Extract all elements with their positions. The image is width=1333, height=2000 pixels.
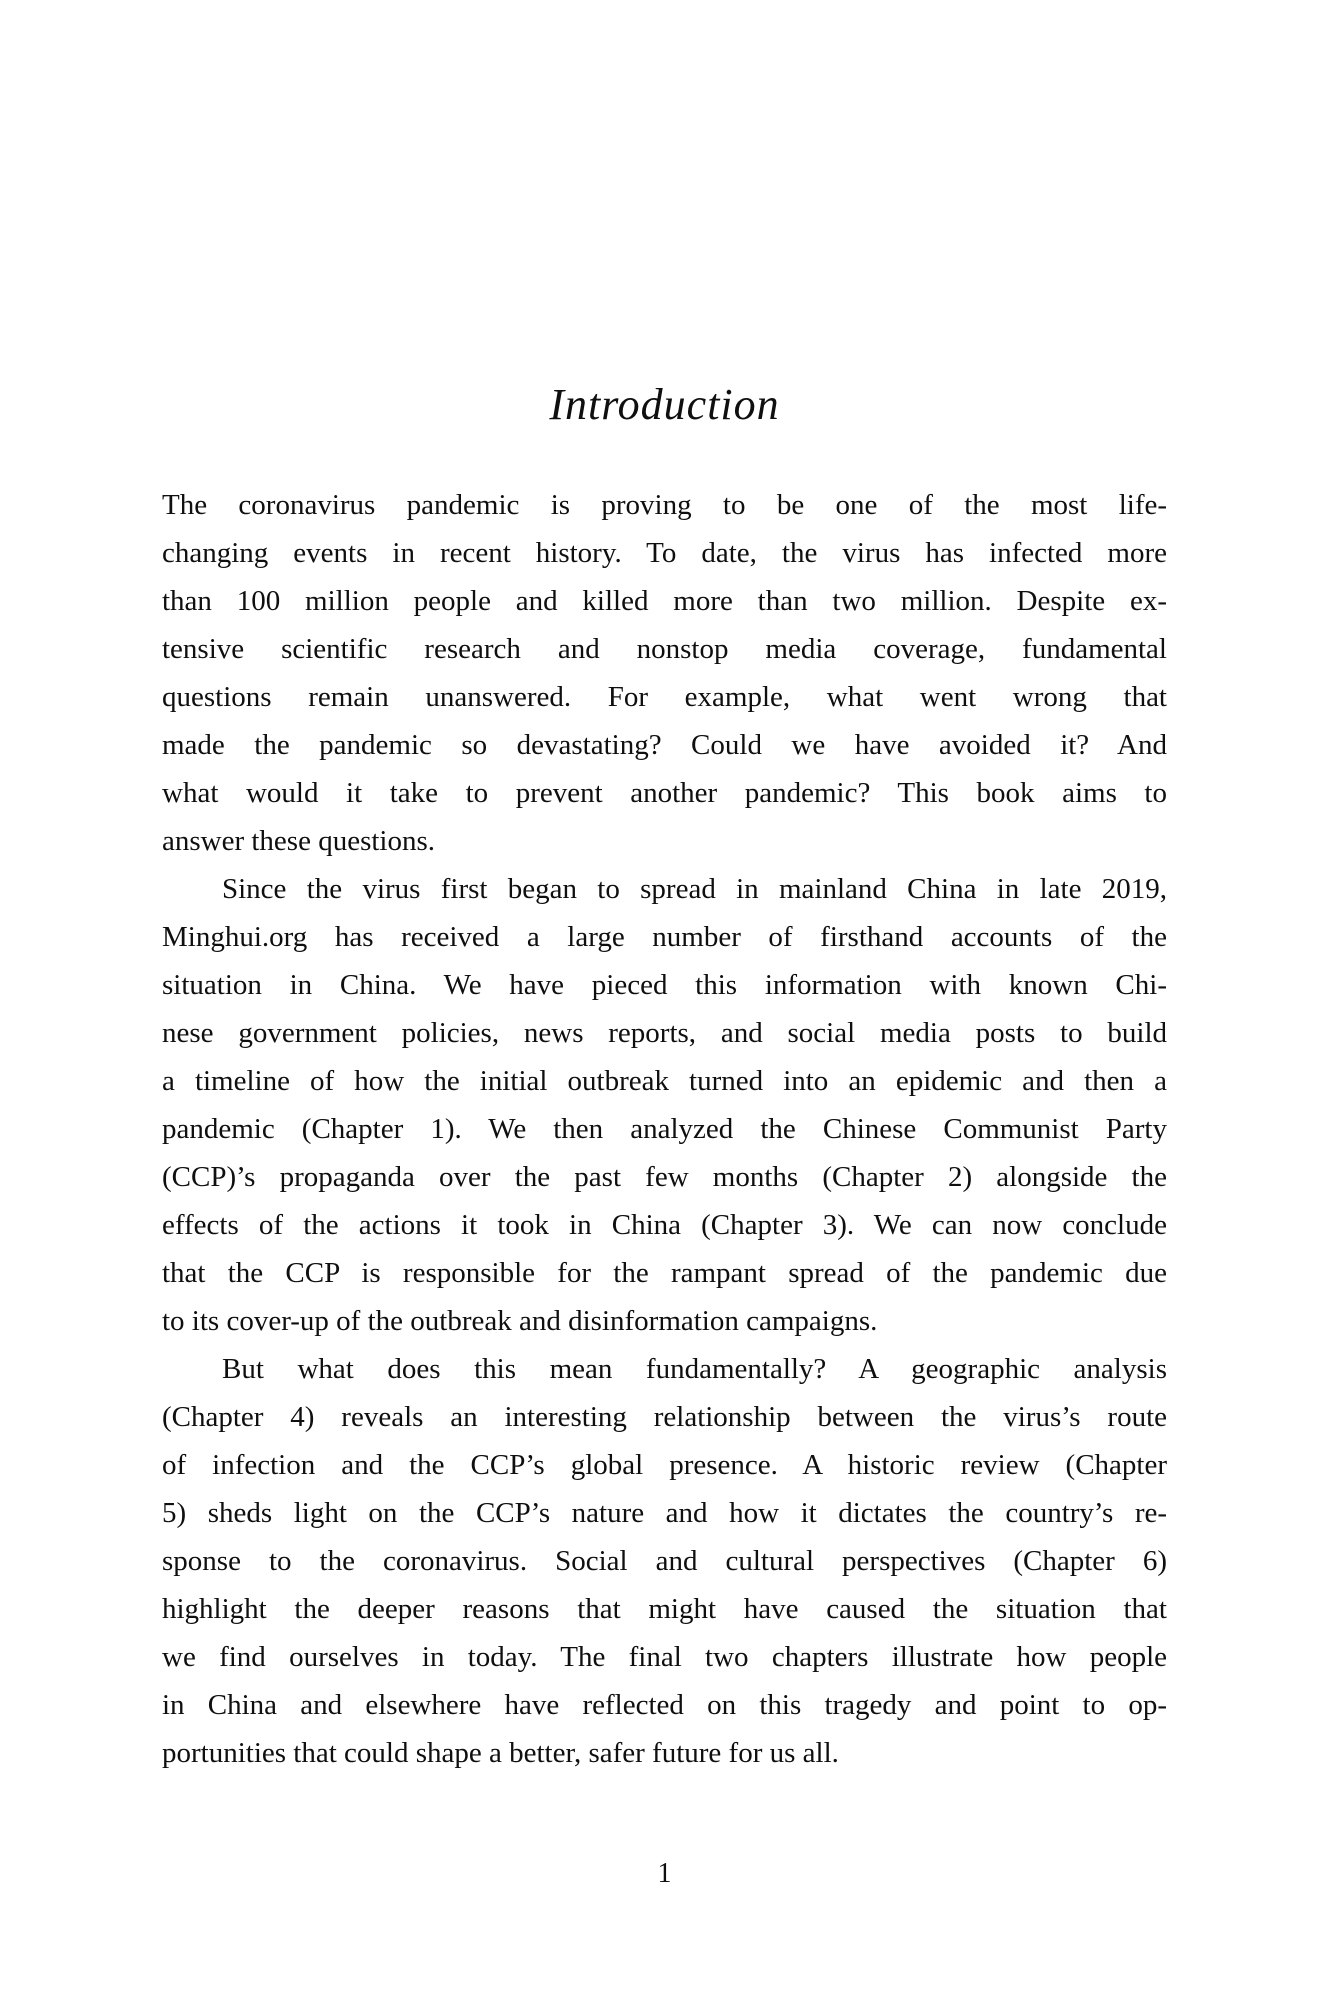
paragraph [162,481,1167,865]
text-line: Since the virus first began to spread in mainland China in late 2019, [222,873,1167,905]
text-line: But what does this mean fundamentally? A geographic analysis [222,1353,1167,1385]
text-line: made the pandemic so devastating? Could we have avoided it? And [162,729,1167,761]
text-line: highlight the deeper reasons that might have caused the situation that [162,1593,1167,1625]
text-line: portunities that could shape a better, safer future for us all. [162,1737,839,1769]
text-line: (CCP)’s propaganda over the past few months (Chapter 2) alongside the [162,1161,1167,1193]
text-line: effects of the actions it took in China (Chapter 3). We can now conclude [162,1209,1167,1241]
text-line: a timeline of how the initial outbreak turned into an epidemic and then a [162,1065,1167,1097]
text-line: sponse to the coronavirus. Social and cultural perspectives (Chapter 6) [162,1545,1167,1577]
text-line: (Chapter 4) reveals an interesting relationship between the virus’s route [162,1401,1167,1433]
text-line: pandemic (Chapter 1). We then analyzed the Chinese Communist Party [162,1113,1167,1145]
page-number: 1 [657,1858,672,1889]
text-line: The coronavirus pandemic is proving to be one of the most life- [162,489,1167,521]
text-line: questions remain unanswered. For example, what went wrong that [162,681,1167,713]
text-line: we find ourselves in today. The final two chapters illustrate how people [162,1641,1167,1673]
text-line: of infection and the CCP’s global presence. A historic review (Chapter [162,1449,1167,1481]
text-line: tensive scientific research and nonstop media coverage, fundamental [162,633,1167,665]
text-line: Minghui.org has received a large number of firsthand accounts of the [162,921,1167,953]
paragraph [162,1345,1167,1777]
text-line: answer these questions. [162,825,436,857]
body-text [162,481,1167,1777]
text-line: what would it take to prevent another pandemic? This book aims to [162,777,1167,809]
text-line: changing events in recent history. To date, the virus has infected more [162,537,1167,569]
text-line: nese government policies, news reports, and social media posts to build [162,1017,1167,1049]
chapter-title: Introduction [549,380,780,429]
text-line: in China and elsewhere have reflected on this tragedy and point to op- [162,1689,1167,1721]
text-line: than 100 million people and killed more than two million. Despite ex- [162,585,1167,617]
text-line: 5) sheds light on the CCP’s nature and how it dictates the country’s re- [162,1497,1167,1529]
text-line: to its cover-up of the outbreak and disinformation campaigns. [162,1305,878,1337]
paragraph [162,865,1167,1345]
text-line: situation in China. We have pieced this information with known Chi- [162,969,1167,1001]
text-line: that the CCP is responsible for the rampant spread of the pandemic due [162,1257,1167,1289]
